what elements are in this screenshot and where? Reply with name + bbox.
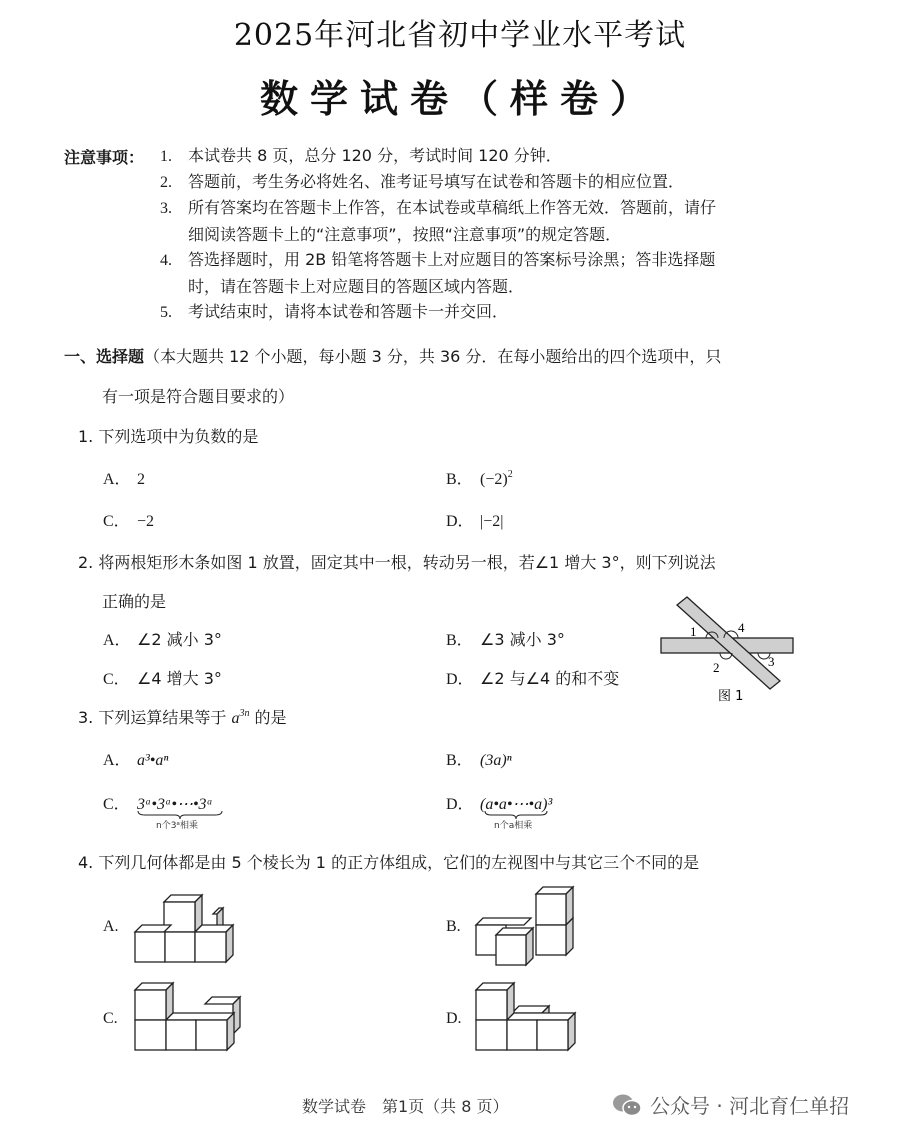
note-item-4: 4. 答选择题时，用 2B 铅笔将答题卡上对应题目的答案标号涂黑；答非选择题 时，请在答题卡上对应题目的答题区域内答题． (160, 250, 716, 296)
q2-option-a: A． ∠2 减小 3° (103, 630, 222, 649)
note-item-1: 1. 本试卷共 8 页，总分 120 分，考试时间 120 分钟． (160, 146, 562, 165)
question-2-stem: 2. 将两根矩形木条如图 1 放置，固定其中一根，转动另一根，若∠1 增大 3°，则下列说法 (78, 553, 716, 572)
section-desc-cont: 有一项是符合题目要求的） (102, 387, 295, 406)
q4-option-c-cubes (133, 980, 243, 1060)
question-2-stem-cont: 正确的是 (102, 592, 167, 611)
q4-option-b-label: B. (446, 918, 461, 935)
angle-label-4: 4 (738, 620, 745, 635)
angle-label-1: 1 (690, 624, 697, 639)
q1-option-c: C． −2 (103, 513, 155, 530)
q4-option-a-label: A. (103, 918, 119, 935)
note-item-2: 2. 答题前，考生务必将姓名、准考证号填写在试卷和答题卡的相应位置． (160, 172, 685, 191)
question-3-stem: 3. 下列运算结果等于 $a^{3n}$ 的是 (78, 708, 287, 727)
q4-option-d-label: D. (446, 1010, 462, 1027)
q3-d-brace-note: n个a相乘 (494, 821, 533, 831)
q4-option-d-cubes (474, 980, 584, 1060)
paper-title: 数学试卷（样卷） (259, 77, 660, 121)
exam-title: 2025年河北省初中学业水平考试 (233, 18, 687, 53)
q2-option-b: B． ∠3 减小 3° (446, 630, 565, 649)
note-item-3: 3. 所有答案均在答题卡上作答，在本试卷或草稿纸上作答无效．答题前，请仔 细阅读答题卡上的“注意事项”，按照“注意事项”的规定答题． (160, 198, 717, 244)
q3-option-c: C． 3ᵃ•3ᵃ•⋯•3ᵃ (103, 796, 213, 813)
angle-label-3: 3 (768, 654, 775, 669)
question-1-stem: 1. 下列选项中为负数的是 (78, 427, 259, 446)
notes-label: 注意事项： (64, 148, 145, 167)
wechat-icon (612, 1093, 642, 1117)
figure-1-crossed-bars (650, 592, 810, 712)
q1-option-b: B． $(-2)^2$ (446, 469, 513, 488)
q1-option-d: D． |−2| (446, 513, 504, 530)
q3-option-a: A． a³•aⁿ (103, 752, 169, 769)
section-heading: 一、选择题（本大题共 12 个小题，每小题 3 分，共 36 分．在每小题给出的四个选项中，只 (64, 347, 722, 366)
q4-option-c-label: C. (103, 1010, 118, 1027)
watermark (612, 1090, 849, 1119)
q4-option-a-cubes (133, 888, 243, 968)
watermark-text: 公众号 · 河北育仁单招 (650, 1094, 850, 1118)
question-4-stem: 4. 下列几何体都是由 5 个棱长为 1 的正方体组成，它们的左视图中与其它三个不同的是 (78, 853, 700, 872)
q2-option-d: D． ∠2 与∠4 的和不变 (446, 669, 620, 688)
q3-option-d: D． (a•a•⋯•a)³ (446, 796, 553, 813)
angle-label-2: 2 (713, 660, 720, 675)
q2-option-c: C． ∠4 增大 3° (103, 669, 222, 688)
q4-option-b-cubes (474, 882, 584, 972)
figure-caption: 图 1 (718, 689, 744, 704)
note-item-5: 5. 考试结束时，请将本试卷和答题卡一并交回． (160, 302, 509, 321)
q3-c-brace-note: n个3ᵃ相乘 (156, 821, 198, 831)
q1-option-a: A． 2 (103, 471, 145, 488)
page-footer: 数学试卷 第1页（共 8 页） (302, 1097, 509, 1116)
q3-option-b: B． (3a)ⁿ (446, 752, 512, 769)
